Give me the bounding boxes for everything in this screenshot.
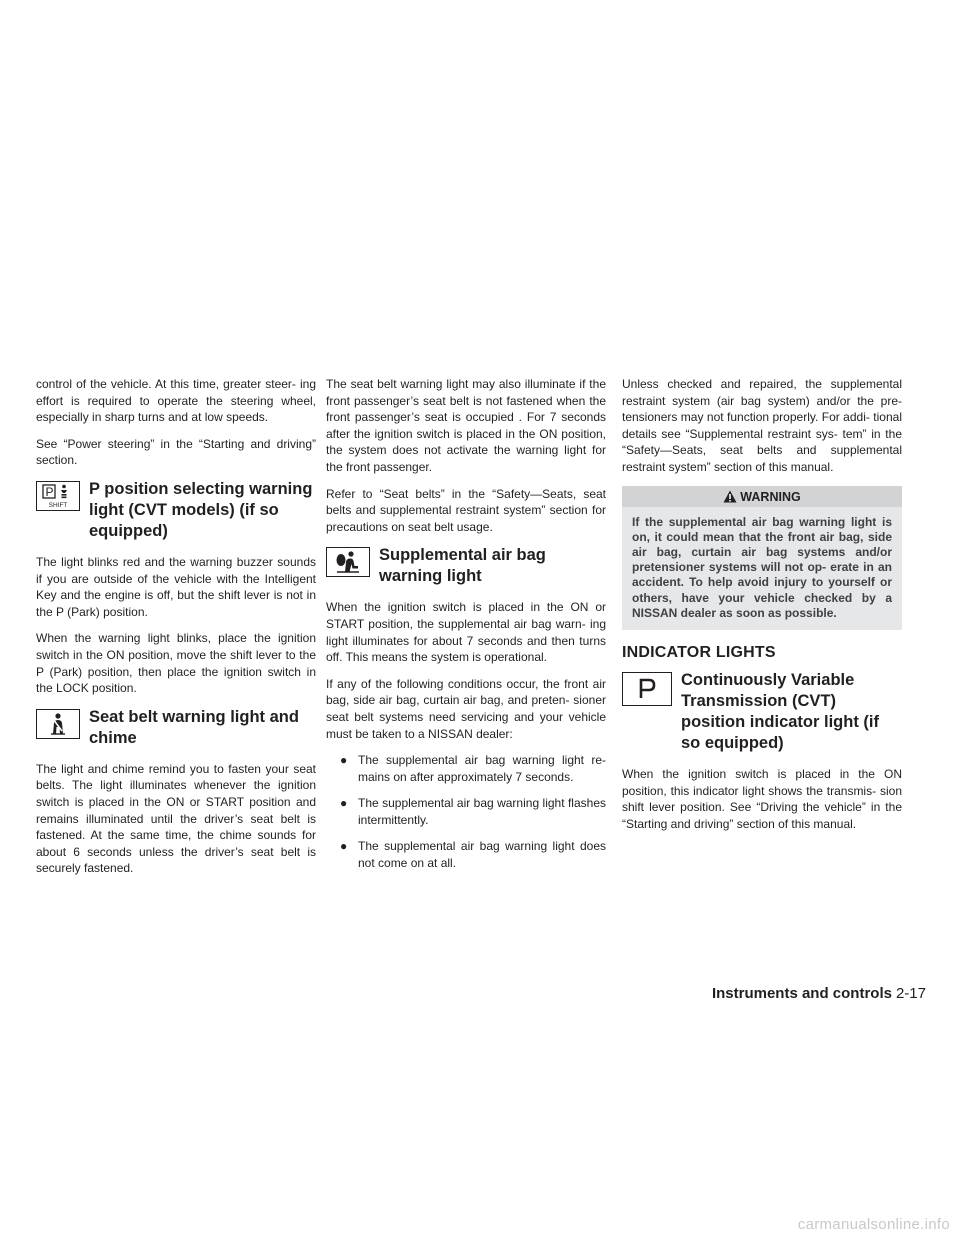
section-heading: Seat belt warning light and chime xyxy=(89,707,299,747)
bullet-dot: ● xyxy=(340,796,348,811)
airbag-heading xyxy=(326,545,606,587)
airbag-warning-icon xyxy=(326,547,370,577)
section-heading: Continuously Variable Transmission (CVT) position indicator light (if so equipped) xyxy=(681,670,879,752)
watermark: carmanualsonline.info xyxy=(797,1216,950,1233)
paragraph: When the ignition switch is placed in the ON or START position, the supplemental air bag warn- ing light illuminates for about 7 seconds and then turns off. This means the system is operational. xyxy=(326,600,606,665)
page-footer xyxy=(666,985,926,1002)
bullet-dot: ● xyxy=(340,839,348,854)
column-right xyxy=(622,376,902,842)
bullet-dot: ● xyxy=(340,753,348,768)
section-heading: Supplemental air bag warning light xyxy=(379,546,546,586)
list-item: ● The supplemental air bag warning light flashes intermittently. xyxy=(340,796,606,827)
warning-text: If the supplemental air bag warning light is on, it could mean that the front air bag, side air bag, curtain air bag systems and/or pretensioner systems will not op- erate in an accident. To help avoid injury to yourself or others, have your vehicle checked by a NISSAN dealer as soon as possible. xyxy=(632,514,892,620)
section-heading: P position selecting warning light (CVT models) (if so equipped) xyxy=(89,479,313,540)
cvt-position-indicator-icon xyxy=(622,672,672,706)
seatbelt-warning-icon xyxy=(36,709,80,739)
svg-text:P: P xyxy=(45,484,54,499)
cvt-heading xyxy=(622,670,902,754)
footer-section-title: Instruments and controls xyxy=(711,985,892,1002)
paragraph: The light blinks red and the warning buzzer sounds if you are outside of the vehicle with the Intelligent Key and the engine is off, but the shift lever is not in the P (Park) position. xyxy=(36,554,316,619)
section-title: INDICATOR LIGHTS xyxy=(622,643,776,661)
paragraph: Unless checked and repaired, the supplemental restraint system (air bag system) and/or the pre- tensioners may not function properly. For addi- tional details see “Supplemental restraint sys- tem” in the “Safety—Seats, seat belts and supplemental restraint system” section of this manual. xyxy=(622,377,902,474)
conditions-list xyxy=(326,752,606,872)
p-shift-warning-icon xyxy=(36,481,80,511)
paragraph: The light and chime remind you to fasten your seat belts. The light illuminates whenever the ignition switch is placed in the ON or START position and remains illuminated until the driver’s seat belt is fastened. At the same time, the chime sounds for about 6 seconds unless the driver’s seat belt is securely fastened. xyxy=(36,761,316,876)
warning-box xyxy=(622,486,902,630)
list-item: ● The supplemental air bag warning light does not come on at all. xyxy=(340,839,606,871)
paragraph: When the warning light blinks, place the ignition switch in the ON position, move the shift lever to the P (Park) position, then place the ignition switch in the LOCK position. xyxy=(36,631,316,696)
warning-header xyxy=(622,486,902,507)
column-middle xyxy=(326,376,606,882)
paragraph: If any of the following conditions occur, the front air bag, side air bag, curtain air bag, and preten- sioner seat belt systems need servicing and your vehicle must be taken to a NISSAN dealer: xyxy=(326,676,606,741)
page-number: 2-17 xyxy=(895,985,926,1002)
column-left xyxy=(36,376,316,887)
shift-icon-label: SHIFT xyxy=(48,501,68,509)
seatbelt-heading xyxy=(36,707,316,749)
paragraph: control of the vehicle. At this time, greater steer- ing effort is required to operate the steering wheel, especially in sharp turns and at low speeds. xyxy=(36,377,316,425)
paragraph: Refer to “Seat belts” in the “Safety—Seats, seat belts and supplemental restraint system” section for precautions on seat belt usage. xyxy=(326,486,606,534)
warning-title: WARNING xyxy=(740,489,801,504)
paragraph: See “Power steering” in the “Starting and driving” section. xyxy=(36,436,316,468)
list-item: ● The supplemental air bag warning light re- mains on after approximately 7 seconds. xyxy=(340,753,606,784)
paragraph: When the ignition switch is placed in the ON position, this indicator light shows the transmis- sion shift lever position. See “Driving the vehicle” in the “Starting and driving” section of this manual. xyxy=(622,766,902,831)
warning-triangle-icon xyxy=(723,490,737,503)
shift-warning-heading xyxy=(36,479,316,542)
paragraph: The seat belt warning light may also illuminate if the front passenger’s seat belt is not fastened when the front passenger’s seat is occupied . For 7 seconds after the ignition switch is placed in the ON position, the system does not activate the warning light for the front passenger. xyxy=(326,377,606,474)
